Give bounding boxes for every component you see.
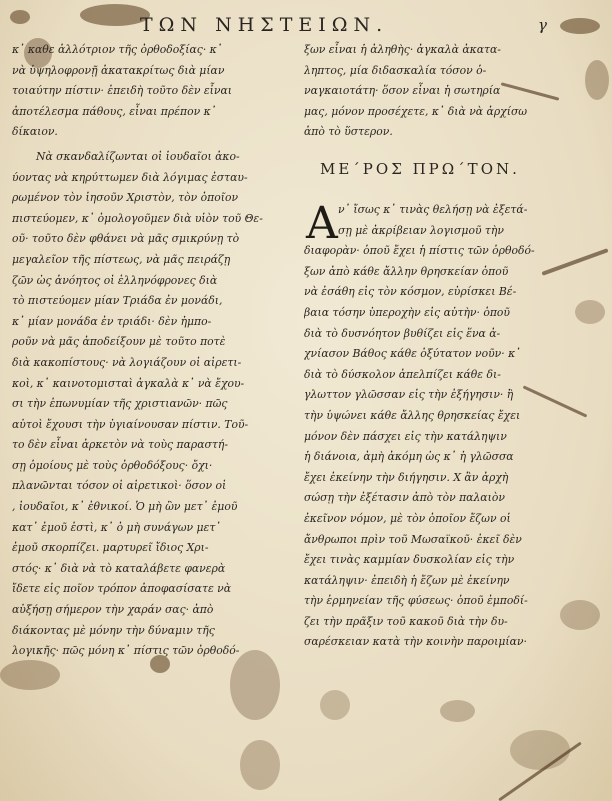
text-line: κατάληψιν· ἐπειδὴ ἡ ἔζων μὲ ἐκείνην (304, 573, 510, 587)
paragraph-start-line: Νὰ σκανδαλίζωνται οἱ ἰουδαῖοι ἀκο- (36, 149, 240, 163)
text-line: νὰ ἐσάθη εἰς τὸν κόσμον, εὑρίσκει Βέ- (304, 285, 517, 299)
text-line: ύοντας νὰ κηρύττωμεν διὰ λόγιμας ἐσταυ- (12, 170, 248, 184)
text-line: ἐμοῦ σκορπίζει. μαρτυρεῖ ἴδιος Χρι- (12, 541, 209, 555)
text-line: διὰ τὸ δύσκολον ἀπελπίζει κάθε δι- (304, 367, 501, 381)
text-line: διάκοντας μὲ μόνην τὴν δύναμιν τῆς (12, 623, 215, 637)
text-line: σῃ μὲ ἀκρίβειαν λογισμοῦ τὴν (338, 223, 504, 237)
drop-cap: Α (306, 198, 338, 249)
text-line: ξων ἀπὸ κάθε ἄλλην θρησκείαν ὁποῦ (304, 264, 509, 278)
text-line: τοιαύτην πίστιν· ἐπειδὴ τοῦτο δὲν εἶναι (12, 84, 232, 98)
page-signature: γ (538, 16, 547, 34)
text-line: πλανῶνται τόσον οἱ αἱρετικοὶ· ὅσον οἱ (12, 479, 227, 493)
text-line: σῃ ὁμοίους μὲ τοὺς ὀρθοδόξους· ὄχι· (12, 458, 213, 472)
running-title: ΤΩΝ ΝΗΣΤΕΙΩΝ. (140, 14, 389, 36)
ink-stain (575, 300, 605, 324)
text-line: λογικῆς· πῶς μόνη κ᾽ πίστις τῶν ὀρθοδό- (12, 644, 240, 658)
text-line: ζει τὴν πρᾶξιν τοῦ κακοῦ διὰ τὴν δυ- (304, 614, 508, 628)
text-line: διὰ τὸ δυσνόητον βυθίζει εἰς ἕνα ἀ- (304, 326, 501, 340)
ink-stain (585, 60, 609, 100)
text-line: τὸ πιστεύομεν μίαν Τριάδα ἐν μονάδι, (12, 294, 223, 308)
ink-stain (510, 730, 570, 770)
text-line: το δὲν εἶναι ἀρκετὸν νὰ τοὺς παραστή- (12, 438, 229, 452)
text-line: τὴν ὑψώνει κάθε ἄλλης θρησκείας ἔχει (304, 408, 521, 422)
text-line: ναγκαιοτάτη· ὅσον εἶναι ἡ σωτηρία (304, 84, 501, 98)
text-line: ρωμένον τὸν ἰησοῦν Χριστὸν, τὸν ὁποῖον (12, 191, 239, 205)
text-line: πιστεύομεν, κ᾽ ὁμολογοῦμεν διὰ υἱὸν τοῦ Θε- (12, 211, 263, 225)
text-line: βαια τόσην ὑπεροχὴν εἰς αὐτὴν· ὁποῦ (304, 305, 510, 319)
right-column-body (304, 200, 572, 653)
text-line: ν᾽ ἴσως κ᾽ τινὰς θελήσῃ νὰ ἐξετά- (338, 203, 528, 216)
text-line: ἔχει ἐκείνην τὴν διήγησιν. Χ ἂν ἀρχὴ (304, 470, 509, 484)
text-line: δίκαιον. (12, 125, 58, 139)
text-line: διὰ κακοπίστους· νὰ λογιάζουν οἱ αἱρετι- (12, 355, 242, 369)
text-line: σώσῃ τὴν ἐξέτασιν ἀπὸ τὸν παλαιὸν (304, 491, 505, 505)
ink-stain (0, 660, 60, 690)
text-line: γλωττον γλῶσσαν εἰς τὴν ἐξήγησιν· ἢ (304, 388, 514, 402)
ink-stain (320, 690, 350, 720)
ink-stain (440, 700, 475, 722)
text-line: χνίασον Βάθος κάθε ὀξύτατον νοῦν· κ᾽ (304, 347, 521, 361)
text-line: κοὶ, κ᾽ καινοτομισταὶ ἀγκαλὰ κ᾽ νὰ ἔχου- (12, 376, 245, 390)
text-line: διαφορὰν· ὁποῦ ἔχει ἡ πίστις τῶν ὀρθοδό- (304, 244, 535, 258)
text-line: ροῦν νὰ μᾶς ἀποδείξουν μὲ τοῦτο ποτὲ (12, 335, 226, 349)
text-line: αὐξήσῃ σήμερον τὴν χαράν σας· ἀπὸ (12, 603, 214, 617)
text-line: οῦ· τοῦτο δὲν φθάνει νὰ μᾶς σμικρύνῃ τὸ (12, 232, 240, 246)
text-line: ἡ διάνοια, ἀμὴ ἀκόμη ὡς κ᾽ ἡ γλῶσσα (304, 450, 514, 464)
text-line: αὐτοὶ ἔχουσι τὴν ὑγιαίνουσαν πίστιν. Τοῦ- (12, 417, 249, 431)
text-line: μεγαλεῖον τῆς πίστεως, νὰ μᾶς πειράζῃ (12, 252, 231, 266)
text-line: στός· κ᾽ διὰ νὰ τὸ καταλάβετε φανερὰ (12, 561, 226, 575)
text-line: ἀποτέλεσμα πάθους, εἶναι πρέπον κ᾽ (12, 104, 217, 118)
text-line: ξων εἶναι ἡ ἀληθὴς· ἀγκαλὰ ἀκατα- (304, 43, 501, 56)
text-line: μας, μόνον προσέχετε, κ᾽ διὰ νὰ ἀρχίσω (304, 104, 528, 118)
text-line: κ᾽ καθε ἀλλότριον τῆς ὀρθοδοξίας· κ᾽ (12, 43, 223, 56)
text-line: ληπτος, μία διδασκαλία τόσον ὁ- (304, 63, 487, 77)
text-line: σαρέσκειαν κατὰ τὴν κοινὴν παροιμίαν· (304, 635, 527, 649)
text-line: τὴν ἑρμηνείαν τῆς φύσεως· ὁποῦ ἐμποδί- (304, 594, 528, 608)
text-line: σι τὴν ἐπωνυμίαν τῆς χριστιανῶν· πῶς (12, 397, 228, 411)
text-line: ἐκεῖνον νόμον, μὲ τὸν ὁποῖον ἔζων οἱ (304, 511, 511, 525)
ink-stain (240, 740, 280, 790)
text-line: ζῶν ὡς ἀνόητος οἱ ἑλληνόφρονες διὰ (12, 273, 218, 287)
section-heading: ΜΕ´ΡΟΣ ΠΡΩ´ΤΟΝ. (320, 160, 520, 178)
text-line: ἄνθρωποι πρὶν τοῦ Μωσαϊκοῦ· ἐκεῖ δὲν (304, 532, 522, 546)
text-line: μόνον δὲν πάσχει εἰς τὴν κατάληψιν (304, 429, 507, 443)
text-line: κ᾽ μίαν μονάδα ἐν τριάδι· δὲν ἠμπο- (12, 314, 212, 328)
text-line: ἴδετε εἰς ποῖον τρόπον ἀποφασίσατε νὰ (12, 582, 232, 596)
text-line: ἀπὸ τὸ ὕστερον. (304, 125, 393, 139)
page-header (0, 6, 612, 38)
right-column-top (304, 40, 572, 143)
text-line: , ἰουδαῖοι, κ᾽ ἐθνικοί. Ὁ μὴ ὢν μετ᾽ ἐμοῦ (12, 500, 238, 514)
text-line: κατ᾽ ἐμοῦ ἐστὶ, κ᾽ ὁ μὴ συνάγων μετ᾽ (12, 520, 221, 534)
left-column (12, 40, 294, 662)
text-line: ἔχει τινὰς καμμίαν δυσκολίαν εἰς τὴν (304, 553, 515, 567)
text-line: νὰ ὑψηλοφρονῇ ἀκατακρίτως διὰ μίαν (12, 63, 225, 77)
